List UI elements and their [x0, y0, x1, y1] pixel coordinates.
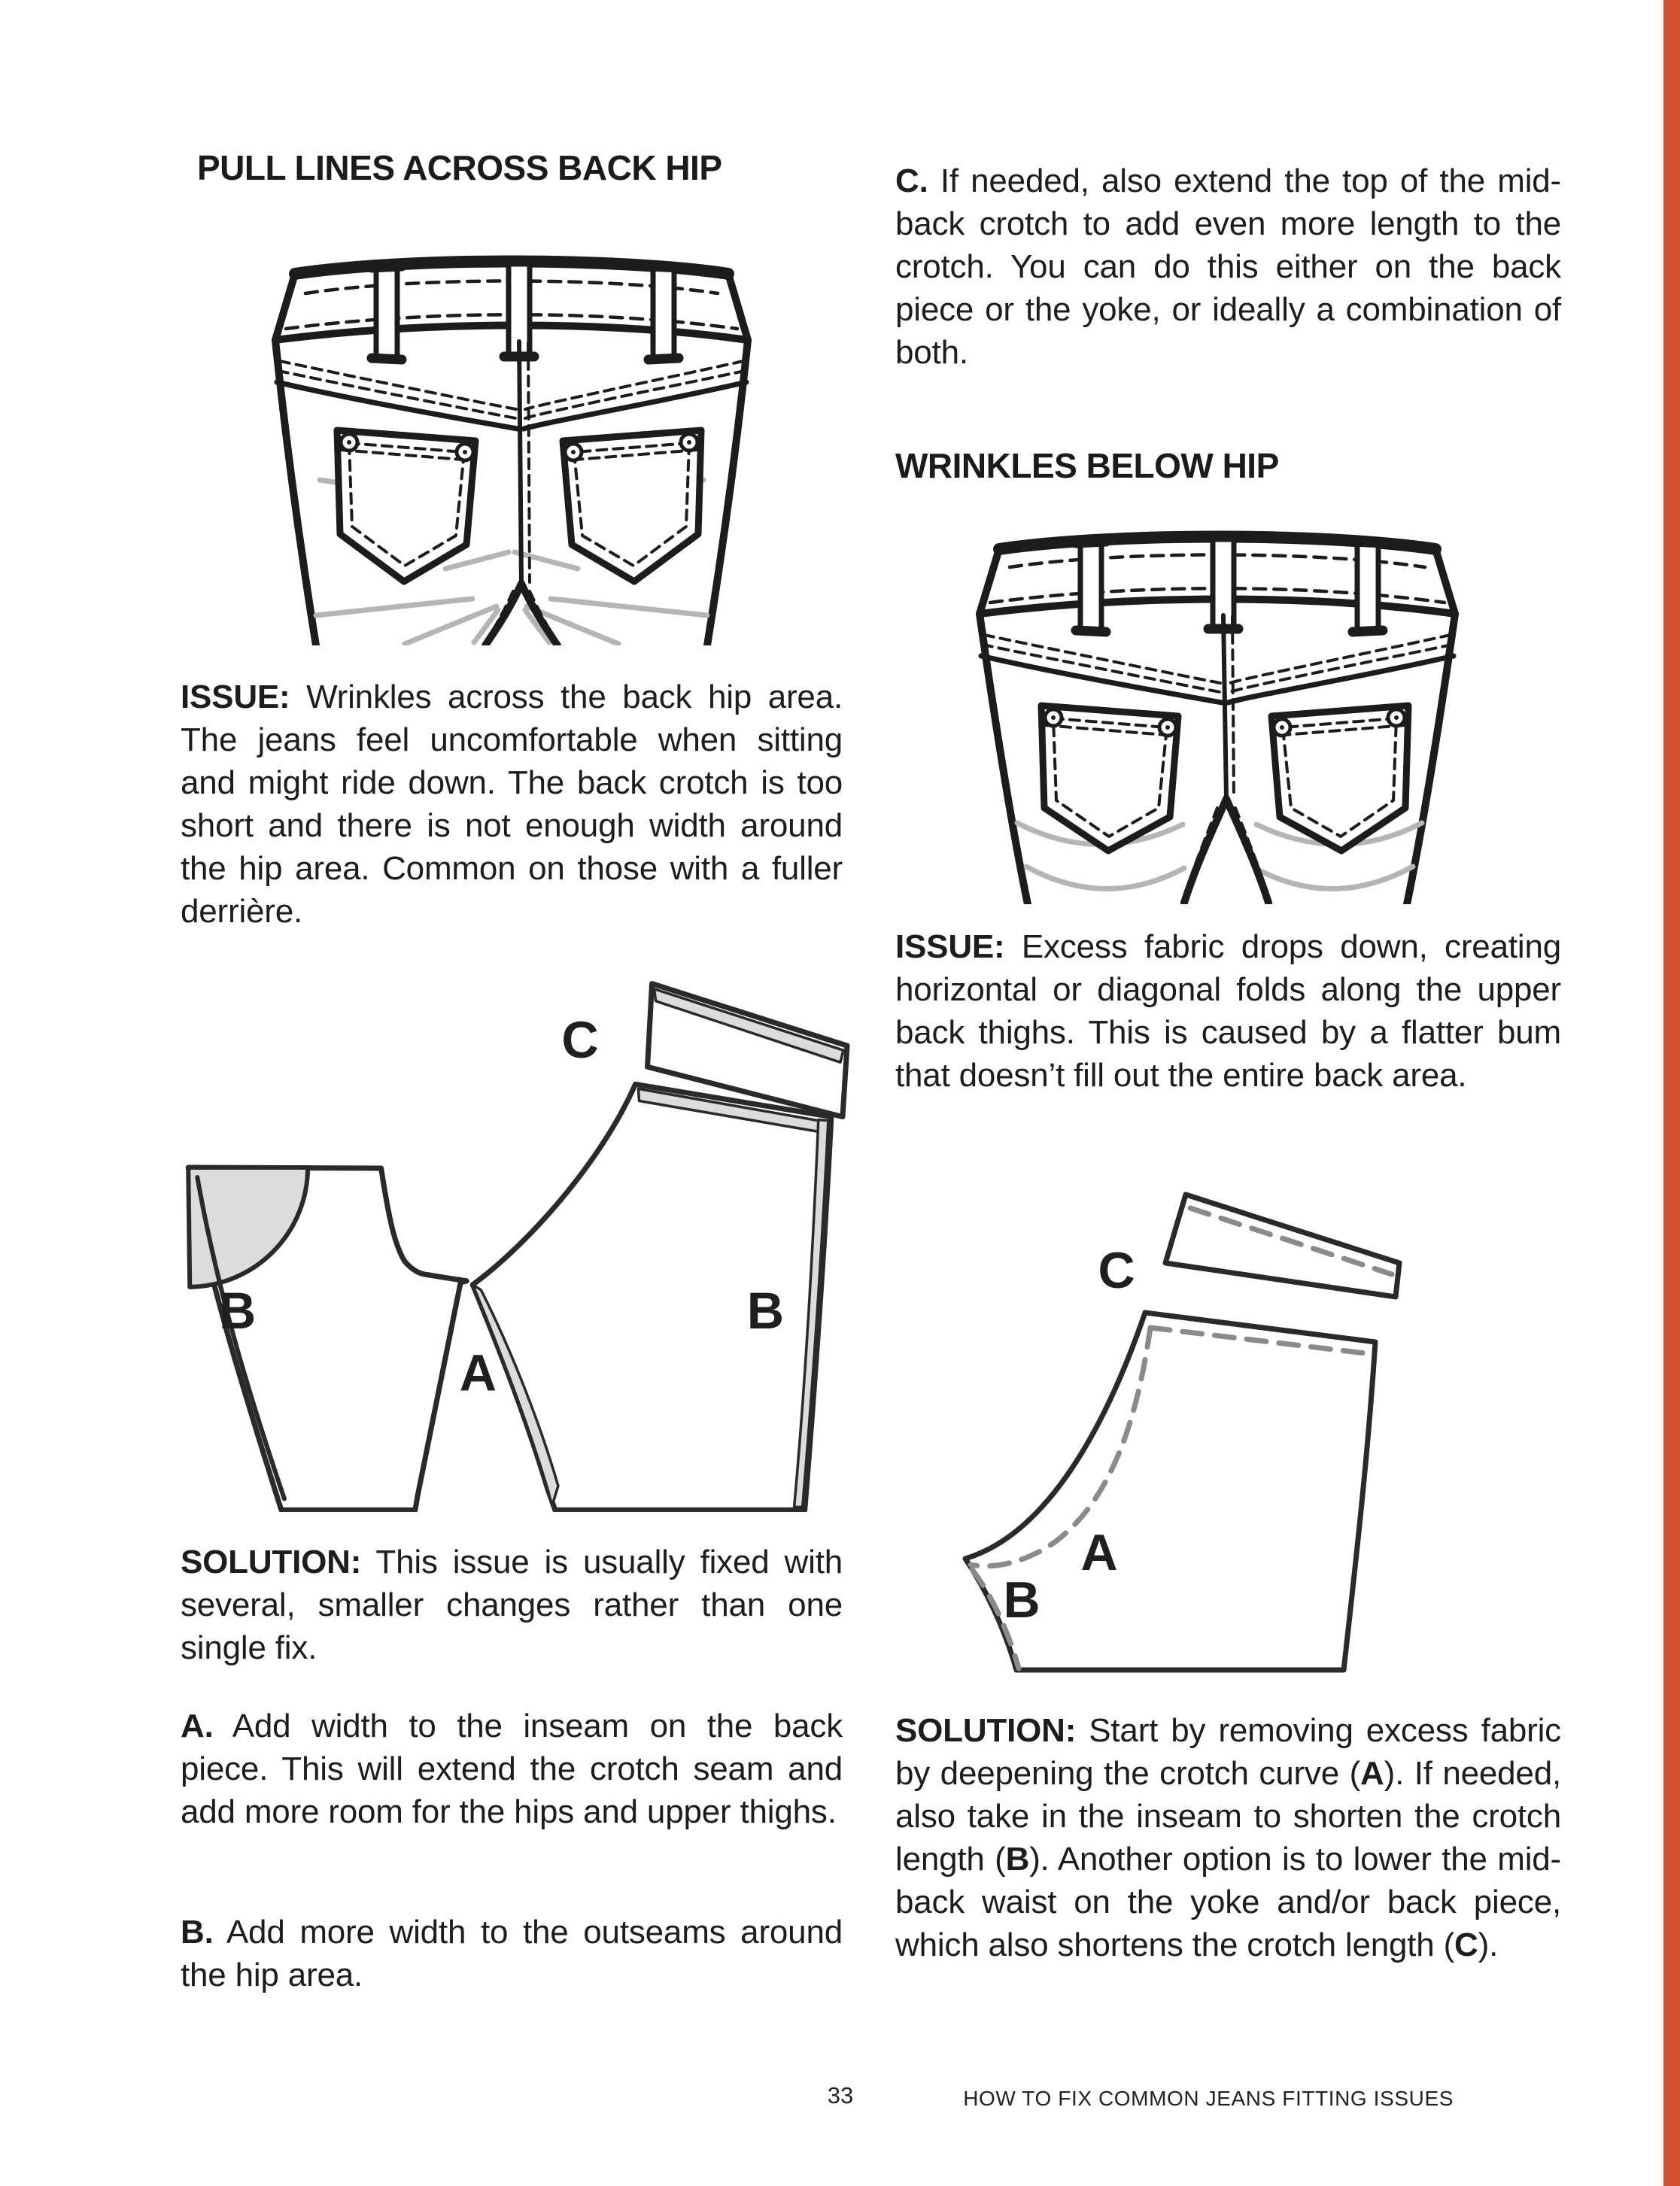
solution-paragraph-left: SOLUTION: This issue is usually fixed with several, smaller changes rather than one single fix.	[181, 1544, 843, 1666]
label-b: B	[1003, 1571, 1041, 1629]
section-heading-wrinkles: WRINKLES BELOW HIP	[895, 446, 1279, 485]
item-a-paragraph: A. Add width to the inseam on the back piece. This will extend the crotch seam and add more room for the hips and upper thighs.	[181, 1708, 843, 1830]
item-c-paragraph: C. If needed, also extend the top of the mid-back crotch to add even more length to the crotch. You can do this either on the back piece or the yoke, or ideally a combination of both.	[895, 162, 1561, 371]
section-heading-pull-lines: PULL LINES ACROSS BACK HIP	[197, 148, 722, 187]
label-a: A	[1080, 1524, 1118, 1581]
label-c: C	[1098, 1242, 1135, 1299]
jeans-back-pull-lines-illustration	[248, 230, 775, 645]
issue-paragraph-left: ISSUE: Wrinkles across the back hip area. The jeans feel uncomfortable when sitting and might ride down. The back crotch is too short and there is not enough width around the hip area. Common on those with a fuller derrière.	[181, 679, 843, 930]
pattern-diagram-pull-lines	[154, 967, 850, 1512]
label-b-left: B	[218, 1283, 257, 1340]
solution-paragraph-right: SOLUTION: Start by removing excess fabric by deepening the crotch curve (A). If needed, also take in the inseam to shorten the crotch length (B). Another option is to lower the mid-back waist on the yoke and/or back piece, which also shortens the crotch length (C).	[895, 1712, 1561, 1963]
page-number: 33	[827, 2082, 854, 2109]
issue-paragraph-right: ISSUE: Excess fabric drops down, creating horizontal or diagonal folds along the upper back thighs. This is caused by a flatter bum that doesn’t fill out the entire back area.	[895, 928, 1561, 1094]
item-b-paragraph: B. Add more width to the outseams around the hip area.	[181, 1914, 843, 1993]
jeans-back-wrinkles-illustration	[954, 509, 1485, 904]
page-edge-tab	[1663, 0, 1680, 2186]
label-b-right: B	[746, 1283, 785, 1340]
label-c: C	[561, 1012, 599, 1070]
label-a: A	[459, 1344, 497, 1402]
pattern-diagram-wrinkles	[933, 1183, 1569, 1680]
running-title: HOW TO FIX COMMON JEANS FITTING ISSUES	[963, 2087, 1454, 2110]
